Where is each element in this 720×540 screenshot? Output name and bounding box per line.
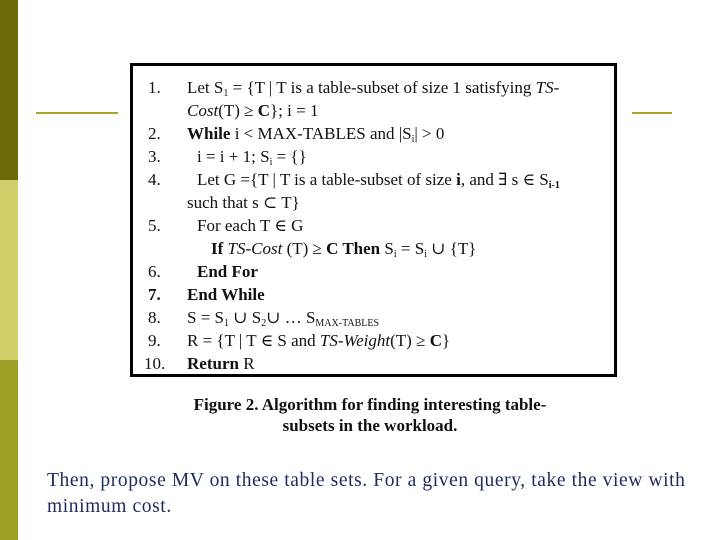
side-bar-top [0, 0, 18, 180]
algorithm-line [133, 260, 614, 283]
algorithm-line [133, 145, 614, 168]
algorithm-line [133, 122, 614, 145]
line-text: While i < MAX-TABLES and $|S_i| > 0$ [187, 124, 445, 145]
algorithm-line [133, 168, 614, 191]
line-text: Return R [187, 354, 255, 373]
line-text: R = {T | T ∈ S and TS-Weight(T) ≥ C} [187, 331, 451, 350]
algorithm-line [133, 191, 614, 214]
side-bar-bottom [0, 360, 18, 540]
line-number: 8. [148, 308, 161, 327]
line-text: Let G ={T | T is a table-subset of size i, and ∃ s ∈ $S_{i-1}$ [197, 170, 560, 191]
line-text: End For [197, 262, 258, 281]
line-number: 10. [144, 354, 166, 373]
line-number: 3. [148, 147, 161, 166]
line-number: 6. [148, 262, 161, 281]
figure-caption [150, 394, 590, 436]
body-paragraph: Then, propose MV on these table sets. For a given query, take the view with minimum cost. [47, 470, 686, 517]
algorithm-figure [130, 63, 617, 377]
line-number: 2. [148, 124, 161, 143]
side-bar-middle [0, 180, 18, 360]
algorithm-line [133, 306, 614, 329]
line-text: Let $S_1 = \{T$ | T is a table-subset of size 1 satisfying TS- [187, 78, 560, 99]
line-number: 9. [148, 331, 161, 350]
algorithm-line [133, 214, 614, 237]
line-number: 5. [148, 216, 161, 235]
algorithm-line [133, 283, 614, 306]
algorithm-line [133, 352, 614, 375]
line-text: i = i + 1; $S_i$ = {} [197, 147, 307, 168]
line-text: For each T ∈ G [197, 216, 304, 235]
algorithm-line [133, 99, 614, 122]
algorithm-line [133, 329, 614, 352]
line-text: $S = S_1$ ∪ $S_2\cup$ … $S_{MAX-TABLES}$ [187, 308, 380, 329]
caption-line: Figure 2. Algorithm for finding interesting table- [193, 395, 547, 414]
line-number: 4. [148, 170, 161, 189]
line-number: 7. [148, 285, 161, 304]
title-rule-right [632, 112, 672, 114]
line-text: Cost(T) ≥ C}; i = 1 [187, 101, 319, 120]
line-text: End While [187, 285, 265, 304]
line-text: If TS-Cost (T) ≥ C Then $S_i = S_i$ ∪ {T} [211, 239, 477, 260]
title-rule-left [36, 112, 118, 114]
caption-line: subsets in the workload. [282, 416, 458, 435]
line-number: 1. [148, 78, 161, 97]
algorithm-line [133, 76, 614, 99]
algorithm-line [133, 237, 614, 260]
line-text: such that s ⊂ T} [187, 193, 300, 212]
